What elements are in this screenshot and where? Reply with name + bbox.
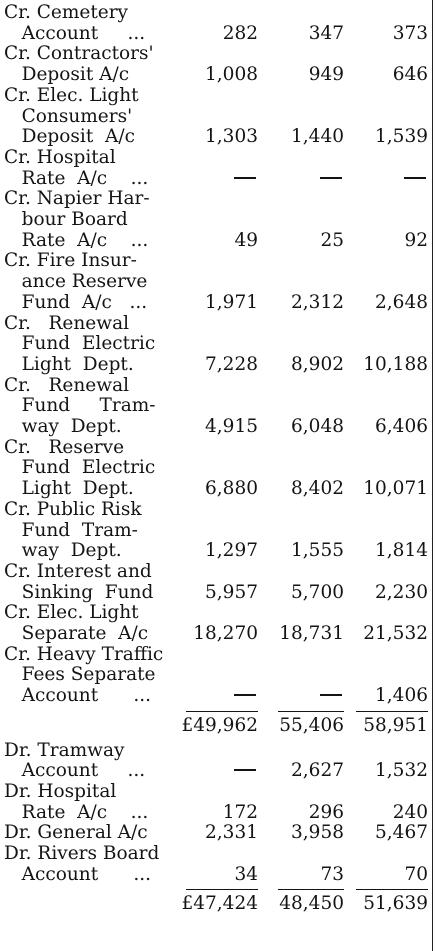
amount-col-2: 2,312: [291, 291, 344, 313]
amount-col-1: [240, 760, 259, 782]
amount-col-2: 5,700: [291, 581, 344, 603]
ledger-row: [0, 457, 430, 479]
row-label: Fund A/c ...: [4, 291, 148, 313]
total-rule: [356, 889, 428, 890]
row-label: Account ...: [4, 760, 146, 782]
row-label: bour Board: [4, 209, 128, 230]
ledger-row: [0, 292, 430, 314]
amount-col-2: 8,902: [291, 353, 344, 375]
ledger-row: [0, 602, 430, 624]
amount-col-1: 5,957: [205, 581, 258, 603]
amount-col-1: 172: [222, 801, 258, 823]
row-label: Consumers': [4, 105, 133, 127]
row-label: Dr. General A/c: [4, 822, 148, 844]
ledger-row: [0, 43, 430, 65]
amount-col-3: 10,071: [363, 478, 428, 500]
total-rule: [186, 711, 258, 712]
amount-col-1: [240, 685, 259, 707]
ledger-row: [0, 740, 430, 762]
row-label: Cr. Public Risk: [4, 498, 142, 520]
ledger-row: [0, 168, 430, 190]
ledger-row: [0, 478, 430, 500]
row-label: Account ...: [4, 863, 152, 885]
amount-col-2: 6,048: [291, 416, 344, 437]
row-label: Account ...: [4, 22, 146, 44]
ledger-row: [0, 685, 430, 707]
ledger-row: [0, 864, 430, 886]
ledger-row: [0, 781, 430, 803]
row-label: Light Dept.: [4, 478, 134, 500]
total-rule: [356, 711, 428, 712]
amount-col-3: 240: [392, 801, 428, 823]
row-label: Rate A/c ...: [4, 229, 149, 251]
amount-col-3: 5,467: [375, 822, 428, 844]
ledger-row: [0, 520, 430, 542]
ledger-row: [0, 499, 430, 521]
amount-col-2: [326, 168, 345, 190]
amount-col-2: [326, 685, 345, 707]
row-label: Cr. Elec. Light: [4, 602, 139, 624]
amount-col-3: 10,188: [363, 353, 428, 375]
amount-col-2: 55,406: [279, 714, 344, 736]
amount-col-3: 1,539: [375, 126, 428, 148]
total-rule: [186, 889, 258, 890]
row-label: Cr. Renewal: [4, 312, 130, 334]
amount-col-2: 1,555: [291, 540, 344, 562]
amount-col-1: £47,424: [181, 893, 258, 915]
amount-col-2: 73: [320, 863, 344, 885]
row-label: Dr. Tramway: [4, 739, 125, 761]
nil-dash: [404, 177, 426, 179]
amount-col-1: 18,270: [193, 623, 258, 644]
amount-col-1: 1,303: [205, 126, 258, 148]
amount-col-3: 373: [392, 22, 428, 44]
ledger-row: [0, 623, 430, 645]
row-label: Rate A/c ...: [4, 801, 149, 823]
row-label: Fund Tram-: [4, 395, 156, 417]
nil-dash: [234, 769, 256, 771]
row-label: Cr. Heavy Traffic: [4, 643, 164, 665]
amount-col-1: 7,228: [205, 353, 258, 375]
amount-col-3: 21,532: [363, 623, 428, 644]
amount-col-1: 1,008: [205, 64, 258, 86]
row-label: ance Reserve: [4, 271, 148, 293]
amount-col-3: 92: [404, 229, 428, 251]
row-label: Fees Separate: [4, 664, 156, 686]
amount-col-1: 49: [234, 229, 258, 251]
ledger-row: [0, 106, 430, 128]
amount-col-2: 8,402: [291, 478, 344, 500]
amount-col-2: 1,440: [291, 126, 344, 148]
row-label: Cr. Interest and: [4, 560, 152, 582]
row-label: Cr. Reserve: [4, 436, 125, 458]
amount-col-1: 34: [234, 863, 258, 885]
amount-col-2: 949: [308, 64, 344, 86]
row-label: Deposit A/c: [4, 126, 135, 148]
row-label: Fund Electric: [4, 333, 156, 355]
amount-col-1: 4,915: [205, 416, 258, 437]
ledger-row: [0, 23, 430, 45]
amount-col-3: 70: [404, 863, 428, 885]
amount-col-2: 3,958: [291, 822, 344, 844]
amount-col-3: [410, 168, 429, 190]
row-label: way Dept.: [4, 416, 122, 437]
total-row: [0, 715, 430, 737]
amount-col-1: 282: [222, 22, 258, 44]
ledger-row: [0, 437, 430, 459]
ledger-row: [0, 271, 430, 293]
amount-col-1: £49,962: [181, 714, 258, 736]
amount-col-3: 6,406: [375, 416, 428, 437]
amount-col-1: 1,297: [205, 540, 258, 562]
amount-col-3: 2,648: [375, 291, 428, 313]
row-label: Cr. Renewal: [4, 374, 130, 396]
row-label: Light Dept.: [4, 353, 134, 375]
nil-dash: [234, 694, 256, 696]
row-label: Fund Electric: [4, 457, 156, 479]
row-label: Cr. Napier Har-: [4, 188, 150, 210]
total-row: [0, 893, 430, 915]
total-rule: [278, 889, 344, 890]
amount-col-3: 1,814: [375, 540, 428, 562]
total-rule: [278, 711, 344, 712]
amount-col-1: 1,971: [205, 291, 258, 313]
ledger-row: [0, 126, 430, 148]
amount-col-2: 347: [308, 22, 344, 44]
amount-col-2: 18,731: [279, 623, 344, 644]
ledger-row: [0, 760, 430, 782]
ledger-row: [0, 147, 430, 169]
row-label: Cr. Cemetery: [4, 2, 128, 23]
row-label: Deposit A/c: [4, 64, 130, 86]
ledger-row: [0, 664, 430, 686]
row-label: Cr. Contractors': [4, 43, 154, 65]
amount-col-2: 48,450: [279, 893, 344, 915]
row-label: Fund Tram-: [4, 519, 138, 541]
amount-col-3: 1,532: [375, 760, 428, 782]
ledger-row: [0, 822, 430, 844]
ledger-row: [0, 582, 430, 604]
row-label: Separate A/c: [4, 623, 149, 644]
amount-col-1: [240, 168, 259, 190]
ledger-row: [0, 188, 430, 210]
ledger-row: [0, 230, 430, 252]
ledger-row: [0, 416, 430, 438]
ledger-row: [0, 209, 430, 231]
row-label: Rate A/c ...: [4, 167, 149, 189]
row-label: Dr. Rivers Board: [4, 843, 160, 864]
ledger-row: [0, 395, 430, 417]
ledger-row: [0, 540, 430, 562]
ledger-row: [0, 375, 430, 397]
ledger-row: [0, 644, 430, 666]
amount-col-3: 51,639: [363, 893, 428, 915]
ledger-row: [0, 354, 430, 376]
amount-col-1: 6,880: [205, 478, 258, 500]
ledger-row: [0, 2, 430, 24]
amount-col-1: 2,331: [205, 822, 258, 844]
amount-col-2: 25: [320, 229, 344, 251]
row-label: Cr. Elec. Light: [4, 84, 139, 106]
row-label: Sinking Fund: [4, 581, 154, 603]
nil-dash: [320, 694, 342, 696]
ledger-row: [0, 561, 430, 583]
nil-dash: [320, 177, 342, 179]
amount-col-3: 1,406: [375, 685, 428, 707]
row-label: way Dept.: [4, 540, 122, 562]
nil-dash: [234, 177, 256, 179]
amount-col-3: 58,951: [363, 714, 428, 736]
amount-col-3: 2,230: [375, 581, 428, 603]
row-label: Cr. Fire Insur-: [4, 250, 137, 272]
ledger-row: [0, 333, 430, 355]
row-label: Cr. Hospital: [4, 146, 116, 168]
ledger-row: [0, 85, 430, 107]
amount-col-3: 646: [392, 64, 428, 86]
row-label: Dr. Hospital: [4, 780, 117, 802]
amount-col-2: 296: [308, 801, 344, 823]
amount-col-2: 2,627: [291, 760, 344, 782]
ledger-row: [0, 250, 430, 272]
ledger-row: [0, 64, 430, 86]
ledger-row: [0, 843, 430, 865]
row-label: Account ...: [4, 685, 152, 707]
page-right-border: [432, 0, 433, 951]
ledger-row: [0, 313, 430, 335]
ledger-row: [0, 802, 430, 824]
